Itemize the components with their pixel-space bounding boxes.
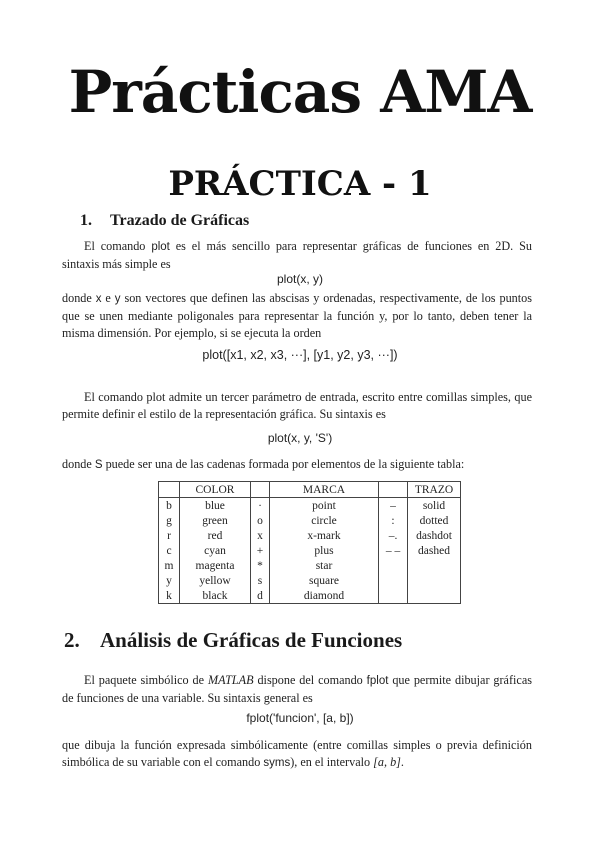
var-x: x	[95, 293, 102, 305]
table-cell: square	[270, 573, 379, 588]
table-row	[159, 573, 461, 588]
table-cell	[379, 588, 408, 604]
table-cell: b	[159, 498, 180, 514]
table-row	[159, 528, 461, 543]
section-1-paragraph-3: El comando plot admite un tercer parámetro de entrada, escrito entre comillas simples, que permite definir el estilo de la representación gráfica. Su sintaxis es	[62, 390, 532, 421]
table-header-row	[159, 482, 461, 498]
table-cell	[408, 573, 461, 588]
table-cell: m	[159, 558, 180, 573]
fplot-command: fplot	[366, 675, 389, 687]
table-header: MARCA	[270, 482, 379, 498]
text: .	[400, 755, 404, 769]
text: donde	[62, 291, 96, 305]
table-cell: y	[159, 573, 180, 588]
table-cell	[379, 573, 408, 588]
plot-style-table	[158, 481, 461, 604]
table-cell: black	[180, 588, 251, 604]
text: puede ser una de las cadenas formada por elementos de la siguiente tabla:	[102, 457, 465, 471]
table-cell: –.	[379, 528, 408, 543]
table-cell: cyan	[180, 543, 251, 558]
formula-plot-style: plot(x, y, 'S')	[267, 431, 333, 445]
table-cell: x-mark	[270, 528, 379, 543]
text: que dibuja la función expresada simbólicamente (entre comillas simples o previa definición simbólica de su variable con el comando	[62, 738, 532, 769]
table-cell: point	[270, 498, 379, 514]
table-cell: o	[251, 513, 270, 528]
section-1-heading	[80, 212, 249, 230]
text: son vectores que definen las abscisas y ordenadas, respectivamente, de los puntos que se unen mediante poligonales para representar la función y, por lo tanto, deben tener la misma dimensión. Por ejemplo, si se ejecuta la orden	[62, 291, 532, 340]
table-cell: ·	[251, 498, 270, 514]
section-2-paragraph-2	[62, 737, 532, 772]
section-2-number: 2.	[64, 628, 80, 652]
table-cell: circle	[270, 513, 379, 528]
table-cell	[379, 558, 408, 573]
table-cell: x	[251, 528, 270, 543]
section-1-number: 1.	[80, 212, 92, 229]
table-row	[159, 498, 461, 514]
table-cell: star	[270, 558, 379, 573]
table-cell	[408, 558, 461, 573]
table-row	[159, 588, 461, 604]
table-cell: plus	[270, 543, 379, 558]
table-cell: k	[159, 588, 180, 604]
table-header	[379, 482, 408, 498]
table-cell: s	[251, 573, 270, 588]
table-header: COLOR	[180, 482, 251, 498]
section-2-title: Análisis de Gráficas de Funciones	[100, 628, 403, 652]
table-header: TRAZO	[408, 482, 461, 498]
table-row	[159, 558, 461, 573]
text: El comando	[84, 239, 152, 253]
table-header	[251, 482, 270, 498]
table-cell: c	[159, 543, 180, 558]
section-1-title: Trazado de Gráficas	[110, 212, 250, 229]
text: El paquete simbólico de	[84, 673, 208, 687]
table-row	[159, 543, 461, 558]
table-cell: green	[180, 513, 251, 528]
table-row	[159, 513, 461, 528]
text: ), en el intervalo	[290, 755, 374, 769]
table-cell: g	[159, 513, 180, 528]
section-1-paragraph-4	[62, 456, 532, 474]
var-s: S	[94, 459, 103, 471]
table-cell: –	[379, 498, 408, 514]
document-title: Prácticas AMA	[68, 58, 532, 126]
text: e	[101, 291, 115, 305]
table-cell: solid	[408, 498, 461, 514]
section-1-paragraph-1	[62, 238, 532, 273]
table-cell: blue	[180, 498, 251, 514]
table-cell: +	[251, 543, 270, 558]
interval: [a, b]	[373, 755, 401, 769]
table-cell	[408, 588, 461, 604]
table-cell: – –	[379, 543, 408, 558]
text: donde	[62, 457, 95, 471]
formula-plot-vectors: plot([x1, x2, x3, ···], [y1, y2, y3, ···])	[202, 348, 398, 362]
section-1-paragraph-2	[62, 290, 532, 342]
text: dispone del comando	[253, 673, 367, 687]
plot-command: plot	[151, 241, 170, 253]
section-2-heading	[64, 628, 402, 653]
practice-title: PRÁCTICA - 1	[168, 164, 432, 204]
table-cell: diamond	[270, 588, 379, 604]
table-cell: d	[251, 588, 270, 604]
section-2-paragraph-1	[62, 672, 532, 707]
table-cell: dotted	[408, 513, 461, 528]
formula-fplot: fplot('funcion', [a, b])	[246, 711, 354, 725]
var-y: y	[114, 293, 121, 305]
table-cell: r	[159, 528, 180, 543]
table-cell: red	[180, 528, 251, 543]
table-cell: dashed	[408, 543, 461, 558]
table-cell: yellow	[180, 573, 251, 588]
table-cell: magenta	[180, 558, 251, 573]
table-cell: :	[379, 513, 408, 528]
text: que permite dibujar gráficas de funciones de una variable. Su sintaxis general es	[62, 673, 532, 705]
table-cell: *	[251, 558, 270, 573]
syms-command: syms	[263, 757, 291, 769]
table-cell: dashdot	[408, 528, 461, 543]
text: es el más sencillo para representar gráficas de funciones en 2D. Su sintaxis más simple es	[62, 239, 532, 271]
matlab-name: MATLAB	[207, 673, 254, 687]
formula-plot-xy: plot(x, y)	[276, 272, 323, 286]
table-header	[159, 482, 180, 498]
